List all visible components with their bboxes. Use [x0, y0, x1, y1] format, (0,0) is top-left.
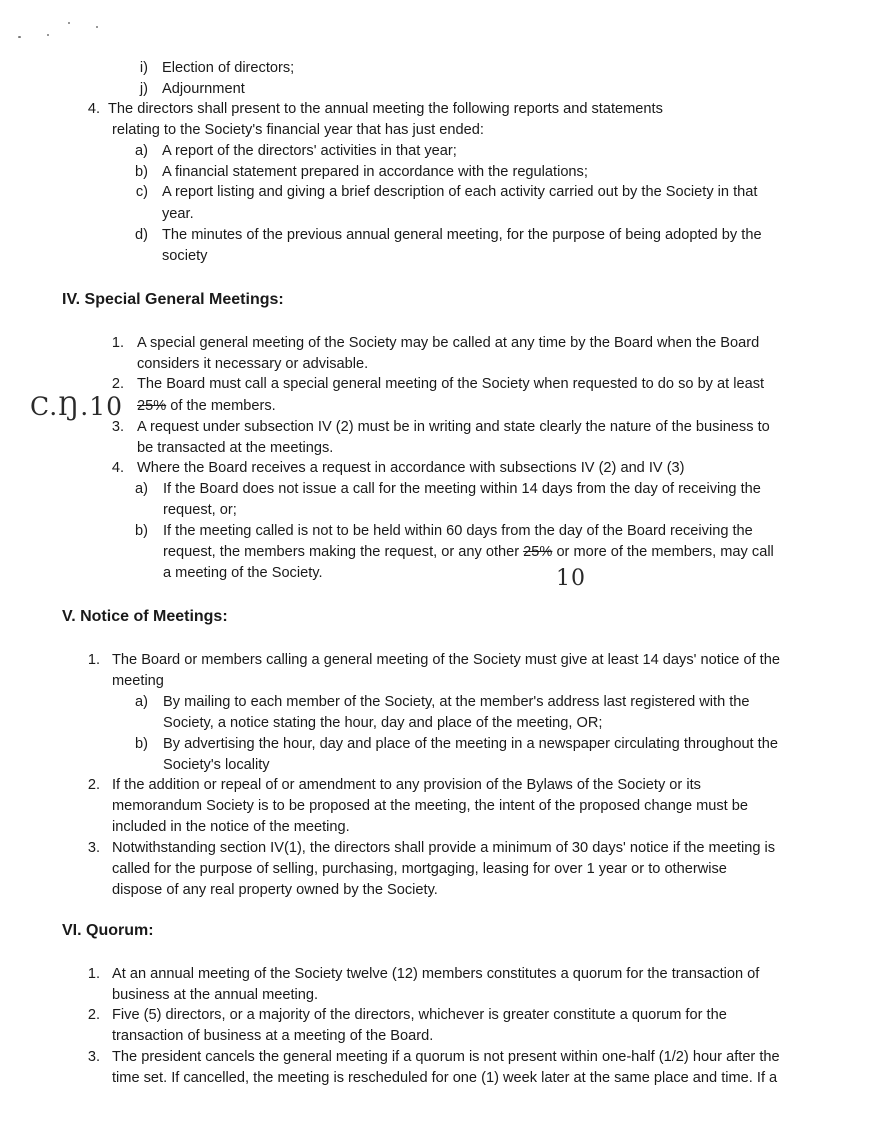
list-item-text: At an annual meeting of the Society twelve (12) members constitutes a quorum for the transaction of [112, 966, 760, 982]
list-item-text: A financial statement prepared in accordance with the regulations; [162, 164, 588, 180]
list-item-text: A request under subsection IV (2) must be in writing and state clearly the nature of the business to [137, 419, 770, 435]
list-marker: a) [135, 481, 148, 497]
list-marker: 3. [111, 419, 124, 435]
list-item-text: society [162, 248, 208, 264]
list-item-text: The Board or members calling a general meeting of the Society must give at least 14 days' notice of the [112, 652, 780, 668]
list-marker: a) [135, 694, 148, 710]
list-item-text: a meeting of the Society. [163, 565, 323, 581]
list-item-text: relating to the Society's financial year that has just ended: [112, 122, 484, 138]
list-item-text: If the addition or repeal of or amendment to any provision of the Bylaws of the Society or its [112, 777, 701, 793]
struck-percentage: 25% [523, 544, 553, 560]
list-marker: 4. [87, 101, 100, 117]
list-item-text: called for the purpose of selling, purchasing, mortgaging, leasing for over 1 year or to otherwise [112, 861, 727, 877]
list-item-text-rest: or more of the members, may call [552, 544, 774, 560]
list-item-text: considers it necessary or advisable. [137, 356, 369, 372]
list-item-text: The Board must call a special general meeting of the Society when requested to do so by at least [137, 376, 765, 392]
list-marker: b) [135, 736, 148, 752]
scan-speck [96, 26, 98, 28]
list-item-text: A report of the directors' activities in that year; [162, 143, 457, 159]
section-heading: VI. Quorum: [62, 922, 154, 939]
scan-speck [68, 22, 70, 24]
list-marker: d) [135, 227, 148, 243]
scan-speck [18, 36, 21, 38]
list-item-text: memorandum Society is to be proposed at the meeting, the intent of the proposed change must be [112, 798, 749, 814]
list-marker: 2. [87, 1007, 100, 1023]
handwritten-margin-note: C.Ŋ.10 [30, 392, 124, 421]
scan-speck [47, 34, 49, 36]
list-marker: 1. [87, 652, 100, 668]
list-item-text: The minutes of the previous annual general meeting, for the purpose of being adopted by the [162, 227, 762, 243]
list-marker: j) [139, 81, 148, 97]
list-item-text: By mailing to each member of the Society, at the member's address last registered with the [163, 694, 750, 710]
list-item-text-pre: request, the members making the request, or any other [163, 544, 524, 560]
list-item-text: time set. If cancelled, the meeting is rescheduled for one (1) week later at the same place and time. If a [112, 1070, 778, 1086]
list-item-text [137, 396, 276, 416]
struck-percentage: 25% [137, 398, 167, 414]
list-marker: 4. [111, 460, 124, 476]
list-item-text: included in the notice of the meeting. [112, 819, 350, 835]
list-marker: 1. [87, 966, 100, 982]
list-item-text: The directors shall present to the annual meeting the following reports and statements [108, 101, 663, 117]
list-item-text: A report listing and giving a brief description of each activity carried out by the Society in that [162, 184, 758, 200]
list-item-text: If the meeting called is not to be held within 60 days from the day of the Board receiving the [163, 523, 753, 539]
list-item-text: Adjournment [162, 81, 245, 97]
list-item-text: Election of directors; [162, 60, 295, 76]
list-item-text: business at the annual meeting. [112, 987, 319, 1003]
list-item-text-rest: of the members. [166, 398, 276, 414]
list-marker: 2. [87, 777, 100, 793]
list-marker: 1. [111, 335, 124, 351]
list-item-text: Five (5) directors, or a majority of the directors, whichever is greater constitute a quorum for the [112, 1007, 727, 1023]
list-marker: b) [135, 164, 148, 180]
handwritten-note: 10 [556, 566, 586, 591]
section-heading: V. Notice of Meetings: [62, 608, 228, 625]
list-marker: c) [135, 184, 148, 200]
list-marker: i) [139, 60, 148, 76]
list-marker: a) [135, 143, 148, 159]
list-item-text: meeting [112, 673, 164, 689]
list-item-text: dispose of any real property owned by the Society. [112, 882, 438, 898]
list-item-text: Notwithstanding section IV(1), the directors shall provide a minimum of 30 days' notice if the meeting is [112, 840, 776, 856]
section-heading: IV. Special General Meetings: [62, 291, 284, 308]
list-item-text: be transacted at the meetings. [137, 440, 334, 456]
list-item-text: Society, a notice stating the hour, day and place of the meeting, OR; [163, 715, 603, 731]
list-item-text: request, or; [163, 502, 237, 518]
list-item-text: year. [162, 206, 194, 222]
list-marker: b) [135, 523, 148, 539]
list-item-text [163, 542, 774, 562]
list-item-text: Society's locality [163, 757, 270, 773]
list-marker: 3. [87, 840, 100, 856]
list-item-text: A special general meeting of the Society may be called at any time by the Board when the Board [137, 335, 760, 351]
list-item-text: transaction of business at a meeting of the Board. [112, 1028, 434, 1044]
list-item-text: The president cancels the general meeting if a quorum is not present within one-half (1/2) hour after the [112, 1049, 780, 1065]
list-item-text: If the Board does not issue a call for the meeting within 14 days from the day of receiving the [163, 481, 761, 497]
list-item-text: By advertising the hour, day and place of the meeting in a newspaper circulating throughout the [163, 736, 778, 752]
list-marker: 3. [87, 1049, 100, 1065]
list-item-text: Where the Board receives a request in accordance with subsections IV (2) and IV (3) [137, 460, 685, 476]
list-marker: 2. [111, 376, 124, 392]
